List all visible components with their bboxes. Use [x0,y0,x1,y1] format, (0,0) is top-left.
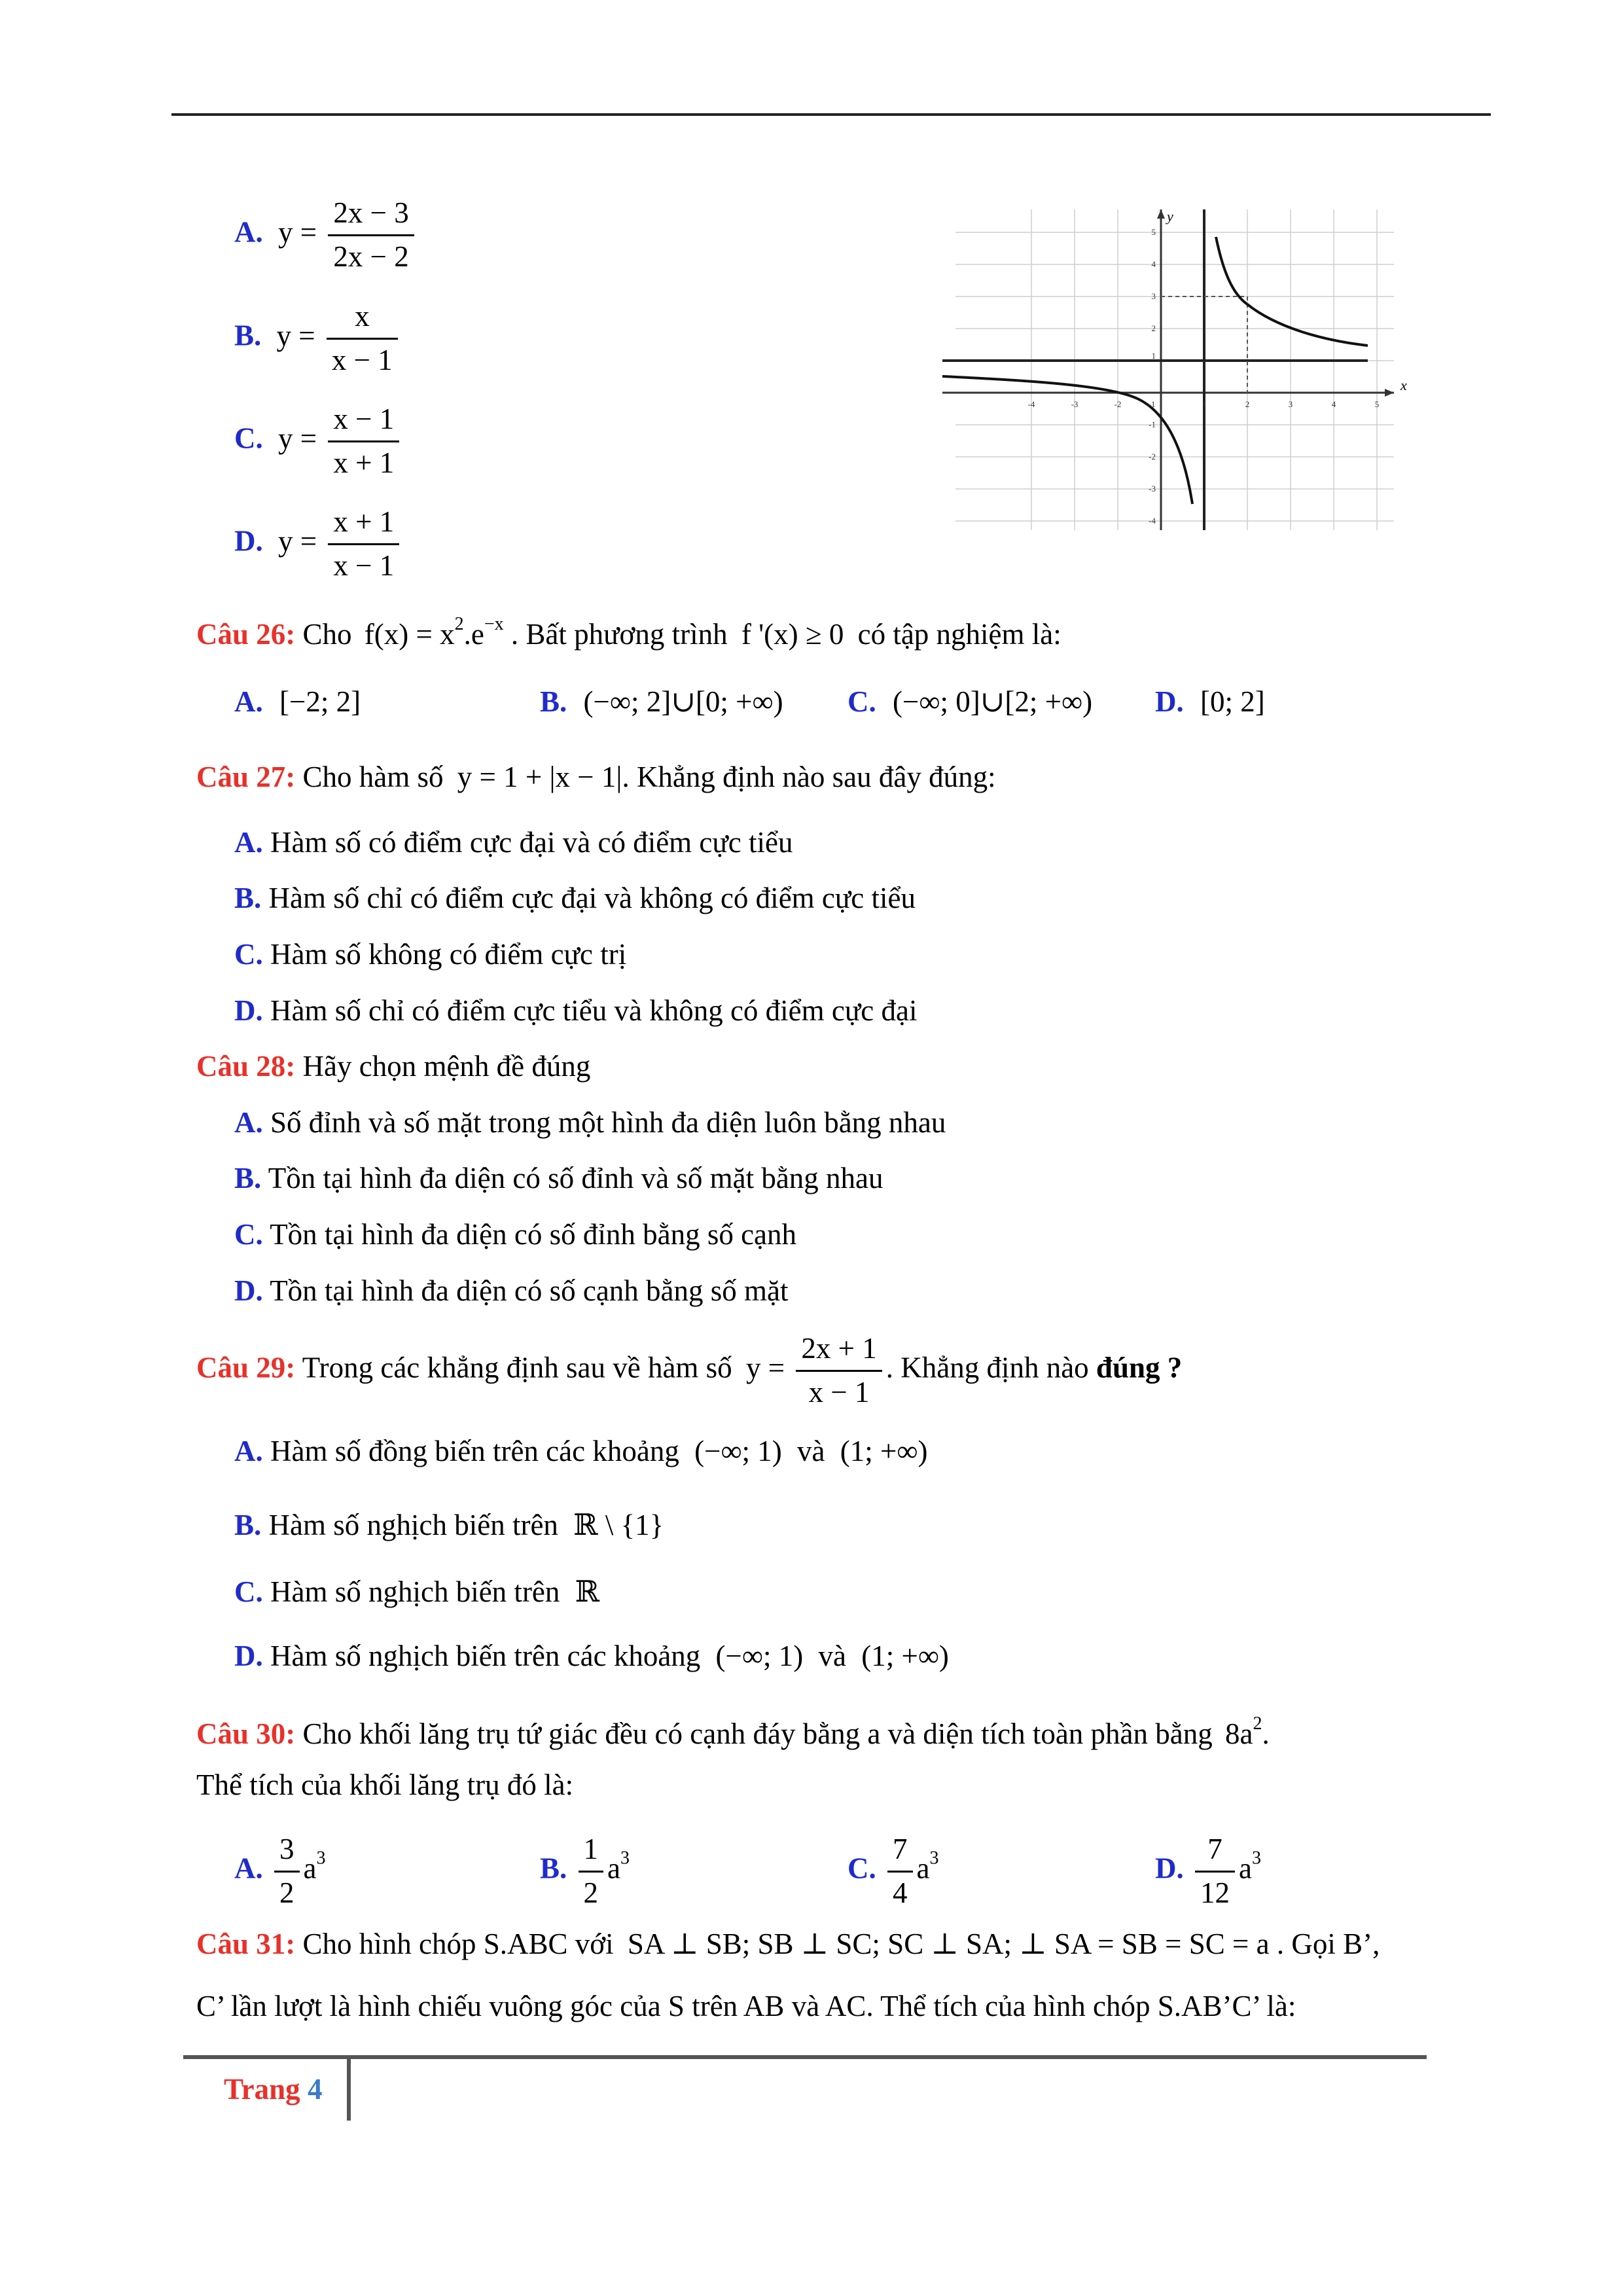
right-branch [1216,237,1368,346]
q30-stem-line2 [196,1770,573,1800]
q29-option-a [234,1437,927,1466]
option-text: Hàm số đồng biến trên các khoảng [270,1435,679,1467]
option-letter: A. [234,1106,263,1139]
option-value: [0; 2] [1200,685,1265,718]
x-tick-label: 5 [1374,399,1380,409]
header-rule [171,113,1491,116]
emphasis: đúng ? [1096,1351,1183,1384]
stem-text: Thể tích của khối lăng trụ đó là: [196,1768,574,1801]
fraction [328,505,399,583]
question-label: Câu 26: [196,618,296,651]
numerator: 2x + 1 [796,1332,882,1372]
equation-lhs: y = [745,1351,785,1384]
q28-option-a [234,1108,946,1138]
stem-text: Cho [302,618,352,651]
numerator: 7 [887,1833,913,1873]
denominator: x − 1 [333,548,395,582]
option-text: Tồn tại hình đa diện có số đỉnh và số mặt bằng nhau [268,1162,883,1194]
x-axis-label: x [1400,377,1407,393]
equation-lhs: y = [278,524,317,558]
inequality: f '(x) ≥ 0 [741,618,844,651]
q29-option-b [234,1511,664,1540]
set: ℝ [575,1575,600,1608]
option-letter: A. [234,685,263,718]
interval: (1; +∞) [840,1435,928,1467]
x-tick-label: 3 [1288,399,1293,409]
stem-text: . Bất phương trình [510,618,728,651]
option-letter: A. [234,1852,263,1885]
x-tick-label: 2 [1245,399,1250,409]
interval: (−∞; 1) [694,1435,782,1467]
q26-option-b [540,687,783,717]
q27-stem [196,762,996,792]
y-tick-label: 3 [1151,291,1156,301]
option-letter: D. [234,994,263,1027]
function-base: f(x) = x [364,618,455,651]
option-value: (−∞; 0]∪[2; +∞) [893,685,1093,718]
page-number [224,2075,322,2104]
numerator: 2x − 3 [328,196,414,236]
y-axis-label: y [1167,208,1173,224]
y-tick-label: 2 [1151,323,1156,333]
option-letter: D. [1155,685,1184,718]
q26-option-c [847,687,1092,717]
option-text: Hàm số chỉ có điểm cực tiểu và không có điểm cực đại [270,994,918,1027]
q29-stem [196,1332,1182,1410]
exponent: 3 [316,1848,326,1869]
q29-option-c [234,1577,599,1607]
option-text: Số đỉnh và số mặt trong một hình đa diện luôn bằng nhau [270,1106,946,1139]
q31-stem-line2 [196,1992,1296,2021]
y-tick-labels [1149,227,1156,526]
set: ℝ \ {1} [573,1509,664,1541]
stem-text: . Gọi B’, [1276,1928,1380,1960]
numerator: 7 [1195,1833,1235,1873]
variable: a [607,1852,620,1885]
exponent: 3 [620,1848,630,1869]
denominator: 4 [893,1876,908,1909]
y-tick-label: 1 [1151,351,1156,361]
conjunction: và [818,1640,846,1672]
function-mid: .e [463,618,484,651]
option-letter: B. [234,882,262,914]
y-tick-label: -1 [1149,420,1156,429]
q26-option-d [1155,687,1265,717]
numerator: x + 1 [328,505,399,545]
equation-lhs: y = [276,319,315,352]
option-letter: B. [234,1509,262,1541]
q27-option-c [234,940,626,969]
q28-option-c [234,1220,796,1249]
option-letter: D. [1155,1852,1184,1885]
q26-stem [196,615,1061,649]
grid [955,209,1394,530]
option-letter: A. [234,1435,263,1467]
page-label: Trang [224,2073,300,2106]
option-letter: C. [234,1218,263,1251]
footer-divider [347,2059,351,2121]
option-letter: D. [234,1274,263,1307]
condition-expr: SA ⊥ SB; SB ⊥ SC; SC ⊥ SA; ⊥ SA = SB = SC = a [627,1928,1270,1960]
equation-lhs: y = [278,215,317,249]
option-letter: C. [234,938,263,971]
exponent: 3 [1251,1848,1261,1869]
q27-option-b [234,884,916,913]
option-letter: D. [234,1640,263,1672]
option-text: Hàm số nghịch biến trên [268,1509,558,1541]
option-letter: C. [234,1575,263,1608]
y-tick-label: -3 [1149,484,1156,493]
q25-option-b [234,300,402,378]
q30-option-c [847,1833,938,1910]
option-letter: C. [234,422,263,455]
interval: (−∞; 1) [715,1640,804,1672]
stem-text: Cho khối lăng trụ tứ giác đều có cạnh đáy bằng a và diện tích toàn phần bằng [302,1717,1213,1750]
option-value: (−∞; 2]∪[0; +∞) [583,685,783,718]
variable: a [916,1852,930,1885]
stem-text: Cho hàm số [302,761,444,793]
option-letter: B. [540,685,567,718]
option-text: Hàm số nghịch biến trên các khoảng [270,1640,701,1672]
page-value: 4 [307,2073,323,2106]
function-expr [364,614,504,651]
option-letter: A. [234,826,263,859]
q30-option-b [540,1833,630,1910]
denominator: 2 [583,1876,599,1909]
y-tick-label: -4 [1149,516,1156,526]
option-text: Tồn tại hình đa diện có số đỉnh bằng số cạnh [270,1218,797,1251]
fraction [1195,1833,1235,1910]
stem-text: Trong các khẳng định sau về hàm số [302,1351,732,1384]
x-tick-label: 1 [1202,399,1207,409]
fraction [328,196,414,274]
footer-rule [183,2055,1427,2059]
stem-text: C’ lần lượt là hình chiếu vuông góc của S trên AB và AC. Thể tích của hình chóp S.AB’C’ là: [196,1990,1296,2022]
option-text: Tồn tại hình đa diện có số cạnh bằng số mặt [270,1274,789,1307]
variable: a [1239,1852,1252,1885]
question-label: Câu 28: [196,1050,296,1083]
hyperbola-graph [942,196,1407,537]
q28-stem [196,1052,590,1081]
option-letter: B. [234,1162,262,1194]
x-tick-labels [1028,399,1380,409]
x-tick-label: -2 [1114,399,1122,409]
question-label: Câu 27: [196,761,296,793]
option-letter: C. [847,685,876,718]
y-axis-arrow [1157,209,1165,219]
x-tick-label: -3 [1071,399,1079,409]
q26-option-a [234,687,361,717]
exponent: −x [484,614,504,634]
denominator: x + 1 [333,446,395,479]
y-tick-label: -2 [1149,452,1156,461]
q29-option-d [234,1641,949,1671]
denominator: 12 [1200,1876,1230,1909]
q27-option-a [234,828,793,857]
interval: (1; +∞) [861,1640,949,1672]
x-tick-label: -1 [1148,399,1156,409]
stem-text: . [1262,1717,1270,1750]
question-label: Câu 30: [196,1717,296,1750]
option-letter: B. [540,1852,567,1885]
q28-option-b [234,1164,883,1193]
denominator: x − 1 [808,1375,870,1408]
fraction [274,1833,300,1910]
area-expr [1225,1713,1262,1750]
option-text: Hàm số chỉ có điểm cực đại và không có điểm cực tiểu [268,882,916,914]
question-label: Câu 31: [196,1928,296,1960]
area-base: 8a [1225,1717,1253,1750]
question-label: Câu 29: [196,1351,296,1384]
exponent: 2 [1253,1713,1262,1734]
function-expr: y = 1 + |x − 1| [457,761,622,793]
stem-text: Hãy chọn mệnh đề đúng [302,1050,591,1083]
exponent: 2 [454,614,464,634]
numerator: 3 [274,1833,300,1873]
q30-option-a [234,1833,325,1910]
conjunction: và [797,1435,825,1467]
q25-option-c [234,403,403,480]
option-value: [−2; 2] [279,685,361,718]
option-letter: C. [847,1852,876,1885]
option-text: Hàm số có điểm cực đại và có điểm cực tiểu [270,826,793,859]
denominator: x − 1 [331,343,393,376]
stem-text: có tập nghiệm là: [857,618,1061,651]
q28-option-d [234,1276,789,1306]
variable: a [303,1852,317,1885]
fraction [328,403,399,480]
q27-option-d [234,996,917,1026]
fraction [327,300,398,378]
option-text: Hàm số nghịch biến trên [270,1575,560,1608]
q25-option-d [234,505,403,583]
option-text: Hàm số không có điểm cực trị [270,938,627,971]
stem-text: Cho hình chóp S.ABC với [302,1928,614,1960]
q30-stem-line1 [196,1715,1270,1749]
numerator: 1 [579,1833,604,1873]
equation-lhs: y = [278,422,317,455]
fraction [579,1833,604,1910]
fraction [887,1833,913,1910]
x-tick-label: 4 [1331,399,1336,409]
numerator: x [327,300,398,340]
stem-text: . Khẳng định nào sau đây đúng: [622,761,996,793]
option-letter: D. [234,524,263,558]
denominator: 2 [279,1876,294,1909]
x-axis-arrow [1385,389,1394,397]
q25-option-a [234,196,418,274]
fraction [796,1332,882,1410]
q31-stem-line1 [196,1929,1380,1959]
y-tick-label: 4 [1151,259,1156,269]
option-letter: B. [234,319,262,352]
y-tick-label: 5 [1151,227,1156,237]
q30-option-d [1155,1833,1261,1910]
stem-text: . Khẳng định nào [885,1351,1089,1384]
option-letter: A. [234,215,263,249]
denominator: 2x − 2 [333,240,409,273]
exponent: 3 [929,1848,939,1869]
x-tick-label: -4 [1027,399,1035,409]
numerator: x − 1 [328,403,399,442]
